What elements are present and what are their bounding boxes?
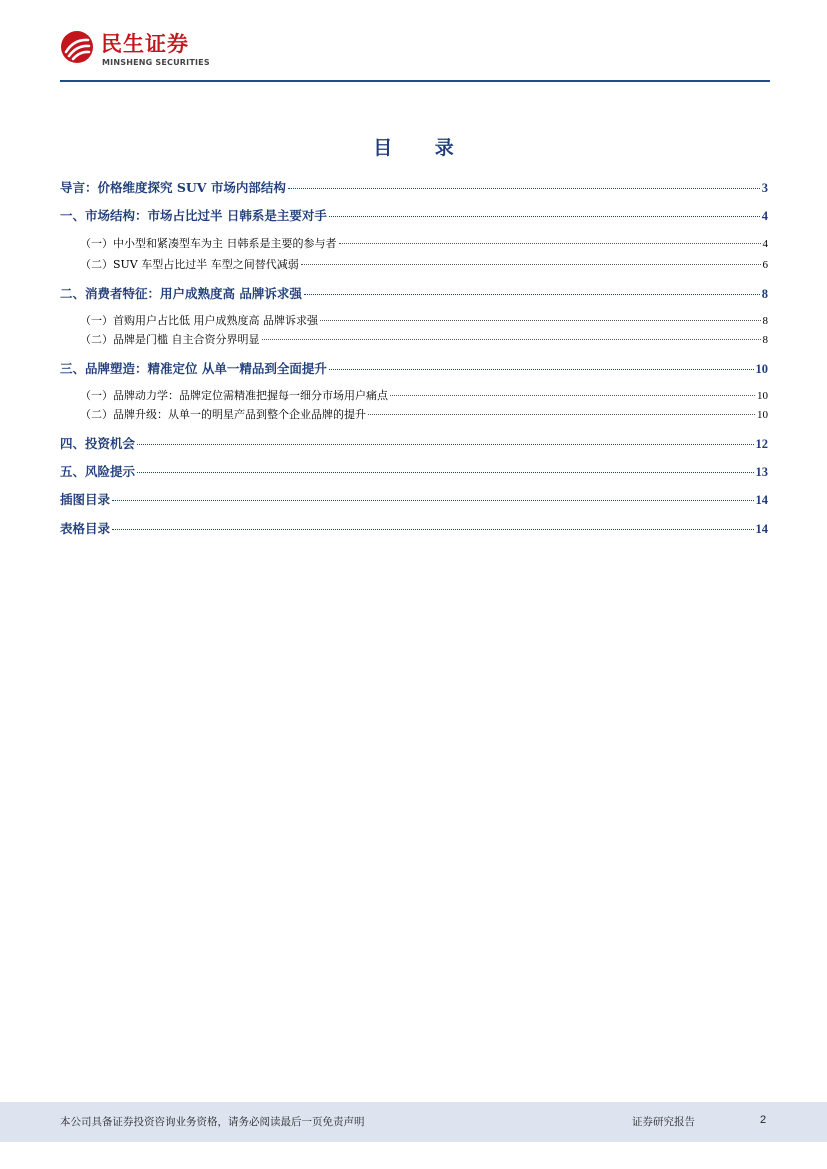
toc-leader-dots [390,395,755,396]
toc-entry-text: （二）SUV 车型占比过半 车型之间替代减弱 [80,258,299,271]
toc-leader-dots [288,188,760,189]
toc-entry-page: 14 [755,522,768,536]
toc-entry-page: 8 [762,315,768,327]
page-footer [0,1102,827,1142]
toc-entry-page: 8 [762,334,768,346]
page-header [0,0,827,84]
toc-entry-text: （二）品牌是门槛 自主合资分界明显 [80,333,260,346]
toc-leader-dots [262,339,761,340]
logo-english-name: MINSHENG SECURITIES [102,58,210,67]
toc-entry-text: 五、风险提示 [60,464,136,479]
toc-leader-dots [368,414,755,415]
toc-entry-text: （一）首购用户占比低 用户成熟度高 品牌诉求强 [80,314,318,327]
toc-subentry[interactable] [60,331,768,347]
toc-entry[interactable] [60,519,768,537]
toc-leader-dots [137,472,753,473]
toc-entry[interactable] [60,490,768,508]
toc-entry-text: 一、市场结构：市场占比过半 日韩系是主要对手 [60,208,327,223]
toc-entry[interactable] [60,206,768,224]
toc-entry[interactable] [60,434,768,452]
toc-entry-text: 插图目录 [60,492,111,507]
header-divider [60,80,770,82]
toc-entry[interactable] [60,284,768,302]
toc-entry[interactable] [60,359,768,377]
toc-leader-dots [137,444,753,445]
toc-entry-text: 导言：价格维度探究 SUV 市场内部结构 [60,180,286,195]
logo-chinese-name: 民生证券 [101,32,189,56]
toc-entry-page: 4 [762,238,768,250]
toc-leader-dots [304,294,760,295]
toc-leader-dots [320,320,761,321]
toc-leader-dots [301,264,761,265]
toc-subentry[interactable] [60,312,768,328]
toc-entry[interactable] [60,462,768,480]
toc-leader-dots [112,529,753,530]
toc-entry-text: （一）品牌动力学：品牌定位需精准把握每一细分市场用户痛点 [80,389,388,402]
minsheng-logo-icon [60,30,94,64]
toc-leader-dots [339,243,761,244]
toc-leader-dots [329,369,754,370]
footer-page-number: 2 [760,1114,767,1126]
toc-leader-dots [112,500,753,501]
toc-entry[interactable] [60,178,768,196]
toc-entry-page: 12 [755,437,768,451]
toc-entry-page: 10 [757,390,768,402]
toc-entry-text: 二、消费者特征：用户成熟度高 品牌诉求强 [60,286,302,301]
toc-leader-dots [329,216,760,217]
toc-entry-page: 13 [755,465,768,479]
toc-entry-text: 三、品牌塑造：精准定位 从单一精品到全面提升 [60,361,327,376]
toc-entry-page: 10 [755,362,768,376]
toc-entry-text: （一）中小型和紧凑型车为主 日韩系是主要的参与者 [80,237,337,250]
toc-entry-page: 14 [755,493,768,507]
footer-disclaimer: 本公司具备证券投资咨询业务资格，请务必阅读最后一页免责声明 [60,1116,365,1128]
toc-entry-page: 3 [761,181,768,195]
footer-report-type: 证券研究报告 [632,1116,695,1128]
toc-entry-page: 8 [761,287,768,301]
toc-entry-page: 6 [762,259,768,271]
toc-subentry[interactable] [60,256,768,272]
toc-title: 目 录 [373,137,472,159]
toc-entry-text: （二）品牌升级：从单一的明星产品到整个企业品牌的提升 [80,408,366,421]
toc-entry-page: 10 [757,409,768,421]
toc-entry-page: 4 [761,209,768,223]
toc-subentry[interactable] [60,406,768,422]
toc-subentry[interactable] [60,235,768,251]
toc-entry-text: 四、投资机会 [60,436,136,451]
toc-subentry[interactable] [60,387,768,403]
toc-entry-text: 表格目录 [60,521,111,536]
